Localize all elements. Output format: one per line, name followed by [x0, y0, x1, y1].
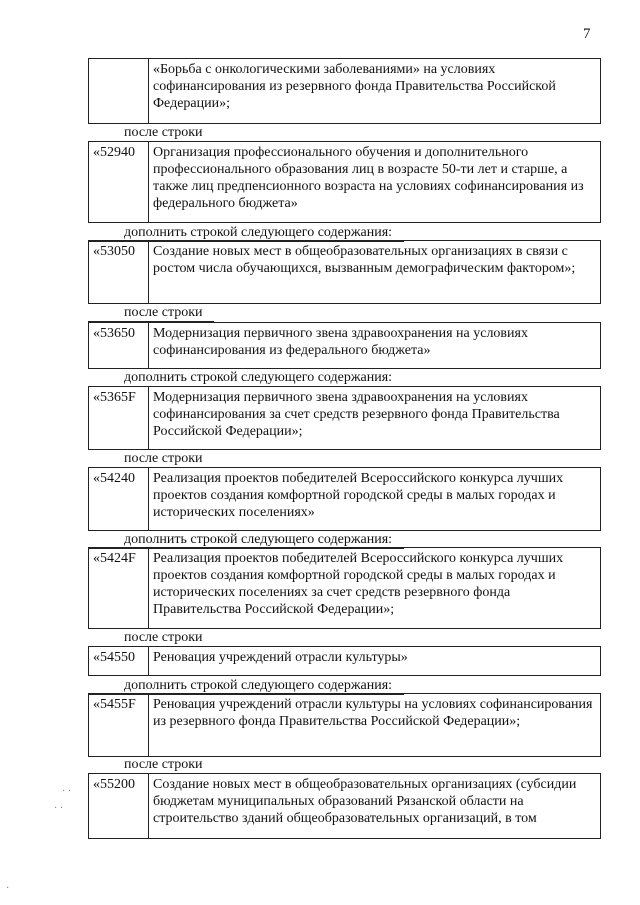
row-code: «5424F	[89, 548, 149, 628]
row-code: «52940	[89, 142, 149, 222]
scan-mark: · ·	[62, 786, 72, 797]
table-row	[88, 58, 601, 124]
row-text: Создание новых мест в общеобразовательных организациях в связи с ростом числа обучающихся, вызванным демографическим фактором»;	[153, 244, 576, 276]
table-row	[88, 240, 601, 304]
row-text: Реализация проектов победителей Всероссийского конкурса лучших проектов создания комфортной городской среды в малых городах и исторических поселениях»	[153, 471, 564, 520]
row-code: «55200	[89, 774, 149, 838]
row-code: «53650	[89, 323, 149, 368]
row-text: Реновация учреждений отрасли культуры на условиях софинансирования из резервного фонда Правительства Российской Федерации»;	[153, 697, 593, 729]
connector-text: после строки	[88, 450, 214, 468]
row-code: «54550	[89, 647, 149, 675]
table-row	[88, 646, 601, 676]
connector-text: после строки	[88, 304, 214, 322]
row-text: «Борьба с онкологическими заболеваниями» на условиях софинансирования из резервного фонда Правительства Российской Федерации»;	[153, 62, 556, 111]
row-code: «5455F	[89, 694, 149, 756]
page-number: 7	[583, 26, 591, 42]
scan-mark: ·	[6, 883, 10, 894]
table-row	[88, 693, 601, 757]
row-text: Модернизация первичного звена здравоохранения на условиях софинансирования за счет средств резервного фонда Правительства Российской Федерации»;	[153, 390, 560, 439]
table-row	[88, 141, 601, 223]
row-text: Реновация учреждений отрасли культуры»	[153, 650, 408, 665]
connector-text: после строки	[88, 124, 214, 142]
scan-mark: · ·	[54, 803, 64, 814]
connector-text: после строки	[88, 756, 214, 774]
table-row	[88, 773, 601, 839]
table-row	[88, 386, 601, 450]
row-code: «5365F	[89, 387, 149, 449]
row-code	[89, 59, 149, 123]
connector-text: дополнить строкой следующего содержания:	[88, 531, 404, 549]
row-text: Реализация проектов победителей Всероссийского конкурса лучших проектов создания комфортной городской среды в малых городах и исторических поселениях за счет средств резервного фонда Правительства Российской Федерации»;	[153, 551, 564, 617]
connector-text: дополнить строкой следующего содержания:	[88, 224, 404, 242]
row-text: Модернизация первичного звена здравоохранения на условиях софинансирования из федерального бюджета»	[153, 326, 528, 358]
row-text: Создание новых мест в общеобразовательных организациях (субсидии бюджетам муниципальных образований Рязанской области на строительство зданий общеобразовательных организаций, в том	[153, 777, 577, 826]
row-text: Организация профессионального обучения и дополнительного профессионального образования лиц в возрасте 50-ти лет и старше, а также лиц предпенсионного возраста на условиях софинансирования из федерального бюджета»	[153, 145, 584, 211]
row-code: «54240	[89, 468, 149, 530]
connector-text: дополнить строкой следующего содержания:	[88, 369, 404, 387]
connector-text: дополнить строкой следующего содержания:	[88, 677, 404, 695]
table-row	[88, 547, 601, 629]
table-row	[88, 322, 601, 369]
row-code: «53050	[89, 241, 149, 303]
table-row	[88, 467, 601, 531]
connector-text: после строки	[88, 629, 214, 647]
